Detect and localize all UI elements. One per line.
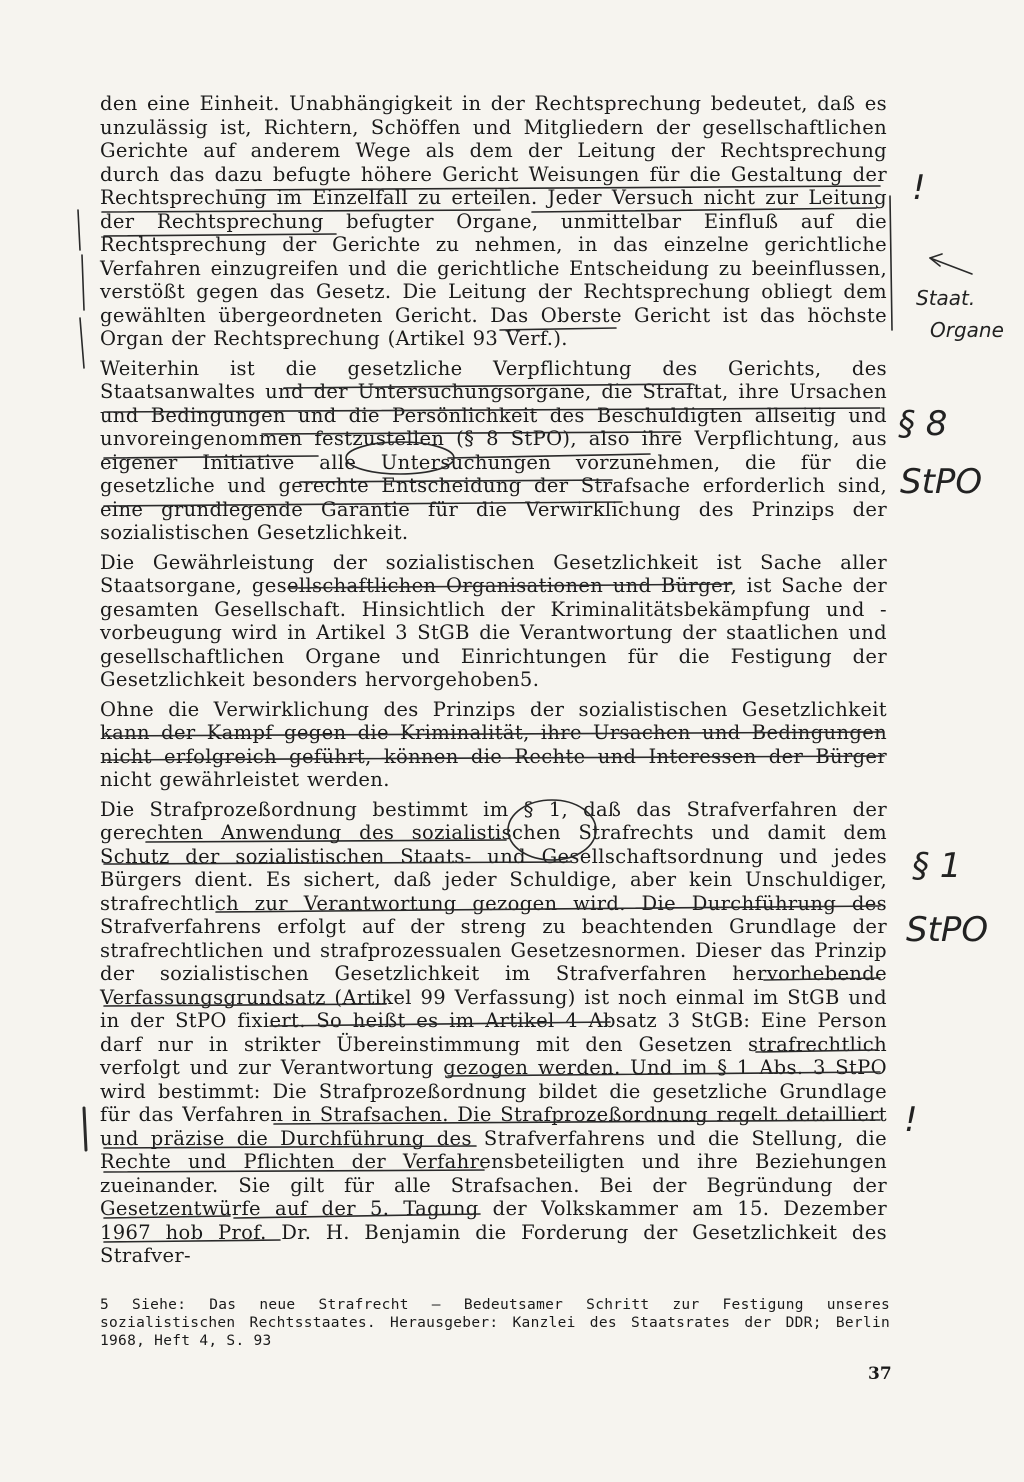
footnote: 5 Siehe: Das neue Strafrecht — Bedeutsamer Schritt zur Festigung unseres sozialistischen Rechtsstaates. Herausgeber: Kanzlei des Staatsrates der DDR; Berlin 1968, Heft 4, S. 93 — [100, 1297, 890, 1349]
margin-arrow-head — [930, 254, 942, 266]
body-text — [100, 92, 887, 1274]
page-number: 37 — [868, 1364, 892, 1384]
paragraph-2: Weiterhin ist die gesetzliche Verpflichtung des Gerichts, des Staatsanwaltes und der Untersuchungsorgane, die Straftat, ihre Ursachen und Bedingungen und die Persönlichkeit des Beschuldigten allseitig und unvoreingenommen festzustellen (§ 8 StPO), also ihre Verpflichtung, aus eigener Initiative alle Untersuchungen vorzunehmen, die für die gesetzliche und gerechte Entscheidung der Strafsache erforderlich sind, eine grundlegende Garantie für die Verwirklichung des Prinzips der sozialistischen Gesetzlichkeit. — [100, 356, 887, 544]
margin-bar-left-1 — [78, 210, 80, 250]
margin-note-par1: § 1 — [912, 846, 962, 886]
margin-note-par8: § 8 — [898, 404, 948, 444]
paragraph-4: Ohne die Verwirklichung des Prinzips der sozialistischen Gesetzlichkeit kann der Kampf gegen die Kriminalität, ihre Ursachen und Bedingungen nicht erfolgreich geführt, können die Rechte und Interessen der Bürger nicht gewährleistet werden. — [100, 697, 887, 791]
paragraph-1: den eine Einheit. Unabhängigkeit in der Rechtsprechung bedeutet, daß es unzulässig ist, Richtern, Schöffen und Mitgliedern der gesellschaftlichen Gerichte auf anderem Wege als dem der Leitung der Rechtsprechung durch das dazu befugte höhere Gericht Weisungen für die Gestaltung der Rechtsprechung im Einzelfall zu erteilen. Jeder Versuch nicht zur Leitung der Rechtsprechung befugter Organe, unmittelbar Einfluß auf die Rechtsprechung der Gerichte zu nehmen, in das einzelne gerichtliche Verfahren einzugreifen und die gerichtliche Entscheidung zu beeinflussen, verstößt gegen das Gesetz. Die Leitung der Rechtsprechung obliegt dem gewählten übergeordneten Gericht. Das Oberste Gericht ist das höchste Organ der Rechtsprechung (Artikel 93 Verf.). — [100, 92, 887, 350]
margin-bar-left-4 — [84, 1108, 86, 1150]
margin-note-staat: Staat. — [916, 286, 976, 310]
margin-note-organe: Organe — [930, 318, 1004, 342]
margin-bar-left-3 — [80, 318, 84, 368]
margin-note-stpo-2: StPO — [906, 910, 989, 950]
margin-exclamation-bottom: ! — [904, 1100, 918, 1140]
margin-arrow-line — [930, 258, 972, 274]
margin-note-stpo-1: StPO — [900, 462, 983, 502]
margin-bar-right — [890, 196, 892, 330]
paragraph-5: Die Strafprozeßordnung bestimmt im § 1, daß das Strafverfahren der gerechten Anwendung des sozialistischen Strafrechts und damit dem Schutz der sozialistischen Staats- und Gesellschaftsordnung und jedes Bürgers dient. Es sichert, daß jeder Schuldige, aber kein Unschuldiger, strafrechtlich zur Verantwortung gezogen wird. Die Durchführung des Strafverfahrens erfolgt auf der streng zu beachtenden Grundlage der strafrechtlichen und strafprozessualen Gesetzesnormen. Dieser das Prinzip der sozialistischen Gesetzlichkeit im Strafverfahren hervorhebende Verfassungsgrundsatz (Artikel 99 Verfassung) ist noch einmal im StGB und in der StPO fixiert. So heißt es im Artikel 4 Absatz 3 StGB: Eine Person darf nur in strikter Übereinstimmung mit den Gesetzen strafrechtlich verfolgt und zur Verantwortung gezogen werden. Und im § 1 Abs. 3 StPO wird bestimmt: Die Strafprozeßordnung bildet die gesetzliche Grundlage für das Verfahren in Strafsachen. Die Strafprozeßordnung regelt detailliert und präzise die Durchführung des Strafverfahrens und die Stellung, die Rechte und Pflichten der Verfahrensbeteiligten und ihre Beziehungen zueinander. Sie gilt für alle Strafsachen. Bei der Begründung der Gesetzentwürfe auf der 5. Tagung der Volkskammer am 15. Dezember 1967 hob Prof. Dr. H. Benjamin die Forderung der Gesetzlichkeit des Strafver- — [100, 797, 887, 1267]
margin-exclamation-top: ! — [912, 168, 926, 208]
paragraph-3: Die Gewährleistung der sozialistischen Gesetzlichkeit ist Sache aller Staatsorgane, gesellschaftlichen Organisationen und Bürger, ist Sache der gesamten Gesellschaft. Hinsichtlich der Kriminalitätsbekämpfung und -vorbeugung wird in Artikel 3 StGB die Verantwortung der staatlichen und gesellschaftlichen Organe und Einrichtungen für die Festigung der Gesetzlichkeit besonders hervorgehoben5. — [100, 550, 887, 691]
margin-bar-left-2 — [82, 255, 84, 310]
